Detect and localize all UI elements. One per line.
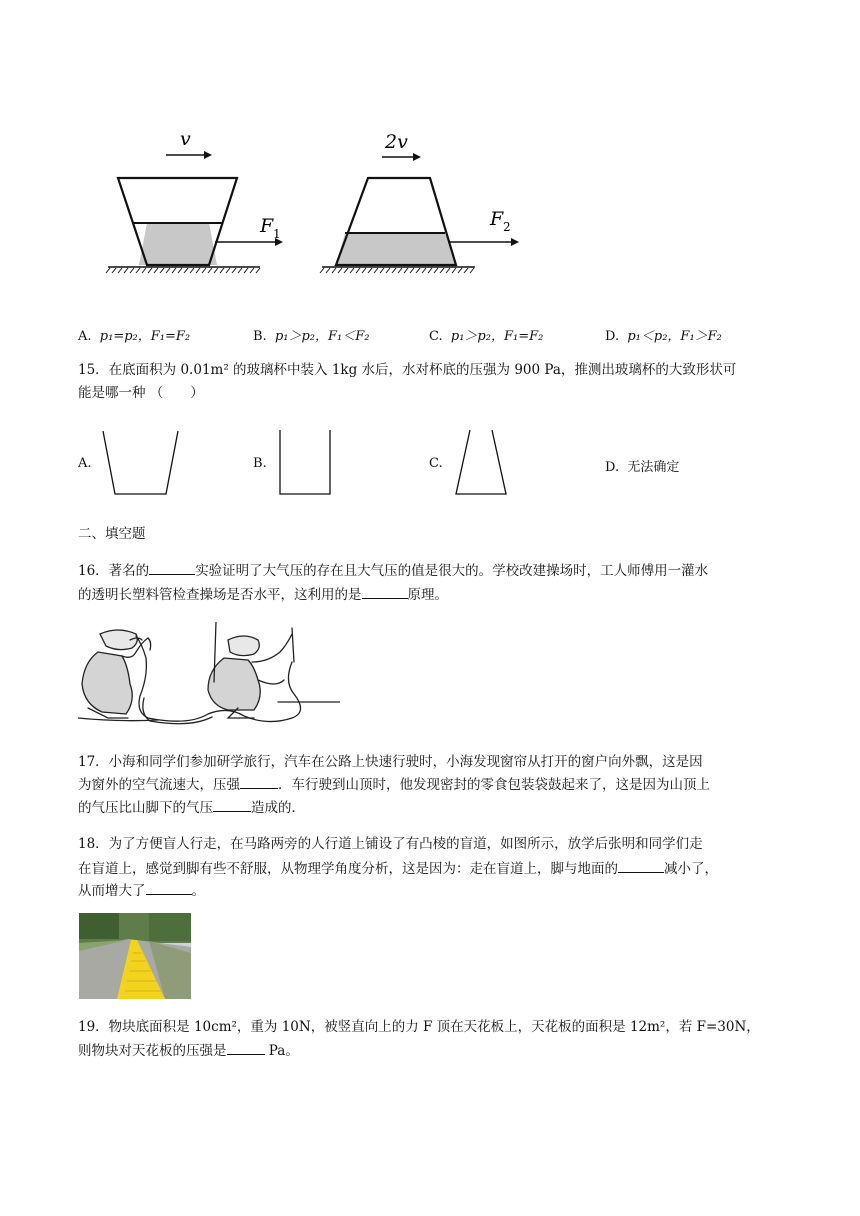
q17-line2: 为窗外的空气流速大，压强 ．车行驶到山顶时，他发现密封的零食包装袋鼓起来了，这是因为山顶上	[78, 774, 710, 795]
q17-line3: 的气压比山脚下的气压 造成的．	[78, 797, 305, 818]
q15-cup-c-icon	[450, 428, 512, 498]
q18-blank-1[interactable]	[618, 858, 664, 873]
q15-line2: 能是哪一种 （ ）	[78, 385, 204, 401]
q16-blank-2[interactable]	[362, 584, 408, 599]
q14-option-c[interactable]: C. p₁＞p₂，F₁=F₂	[429, 329, 544, 344]
force-sub-right: 2	[503, 220, 511, 234]
q15-option-c[interactable]: C.	[429, 456, 443, 471]
q14-option-b[interactable]: B. p₁＞p₂，F₁＜F₂	[253, 329, 370, 344]
q16-blank-1[interactable]	[149, 560, 195, 575]
q18-line3: 从而增大了 。	[78, 880, 205, 901]
container-left	[106, 151, 283, 273]
q15-cup-a-icon	[100, 428, 182, 498]
q15-line1: 15．在底面积为 0.01m² 的玻璃杯中装入 1kg 水后，水对杯底的压强为 900 Pa，推测出玻璃杯的大致形状可	[78, 362, 737, 378]
q18-line2: 在盲道上，感觉到脚有些不舒服，从物理学角度分析，这是因为：走在盲道上，脚与地面的 减小了，	[78, 858, 718, 879]
q17-blank-1[interactable]	[240, 774, 278, 789]
q14-option-a-text: p₁=p₂，F₁=F₂	[99, 329, 191, 344]
q17-line1: 17．小海和同学们参加研学旅行，汽车在公路上快速行驶时，小海发现窗帘从打开的窗户向外飘，这是因	[78, 754, 703, 770]
velocity-label-right: 2v	[385, 131, 408, 153]
q15-option-d-text: 无法确定	[627, 460, 680, 475]
q19-line1: 19．物块底面积是 10cm²，重为 10N，被竖直向上的力 F 顶在天花板上，天花板的面积是 12m²，若 F=30N，	[78, 1019, 760, 1035]
q18-blank-2[interactable]	[146, 880, 192, 895]
q15-option-a[interactable]: A.	[78, 456, 92, 471]
q15-option-d[interactable]: D. 无法确定	[605, 460, 680, 475]
force-label-left: F	[260, 215, 274, 237]
q14-option-b-text: p₁＞p₂，F₁＜F₂	[274, 329, 370, 344]
q19-blank-1[interactable]	[227, 1040, 265, 1055]
q16-line2: 的透明长塑料管检查操场是否水平，这利用的是 原理。	[78, 584, 448, 605]
q14-option-d[interactable]: D. p₁＜p₂，F₁＞F₂	[605, 329, 722, 344]
q14-option-c-text: p₁＞p₂，F₁=F₂	[450, 329, 544, 344]
q18-line1: 18．为了方便盲人行走，在马路两旁的人行道上铺设了有凸棱的盲道，如图所示，放学后张明和同学们走	[78, 836, 703, 852]
q19-line2: 则物块对天花板的压强是 Pa。	[78, 1040, 299, 1061]
q14-option-a[interactable]: A. p₁=p₂，F₁=F₂	[78, 329, 191, 344]
force-sub-left: 1	[273, 227, 281, 241]
q16-workers-illustration	[78, 622, 340, 726]
q15-option-b[interactable]: B.	[253, 456, 267, 471]
force-label-right: F	[490, 208, 504, 230]
section-title: 二、填空题	[78, 526, 146, 542]
q14-figure	[100, 120, 530, 280]
q17-blank-2[interactable]	[213, 797, 251, 812]
q14-option-d-text: p₁＜p₂，F₁＞F₂	[627, 329, 722, 344]
q18-tactile-paving-photo	[79, 913, 191, 999]
velocity-label-left: v	[180, 128, 191, 150]
q16-line1: 16．著名的 实验证明了大气压的存在且大气压的值是很大的。学校改建操场时，工人师傅用一灌水	[78, 560, 708, 581]
q15-cup-b-icon	[275, 428, 335, 498]
